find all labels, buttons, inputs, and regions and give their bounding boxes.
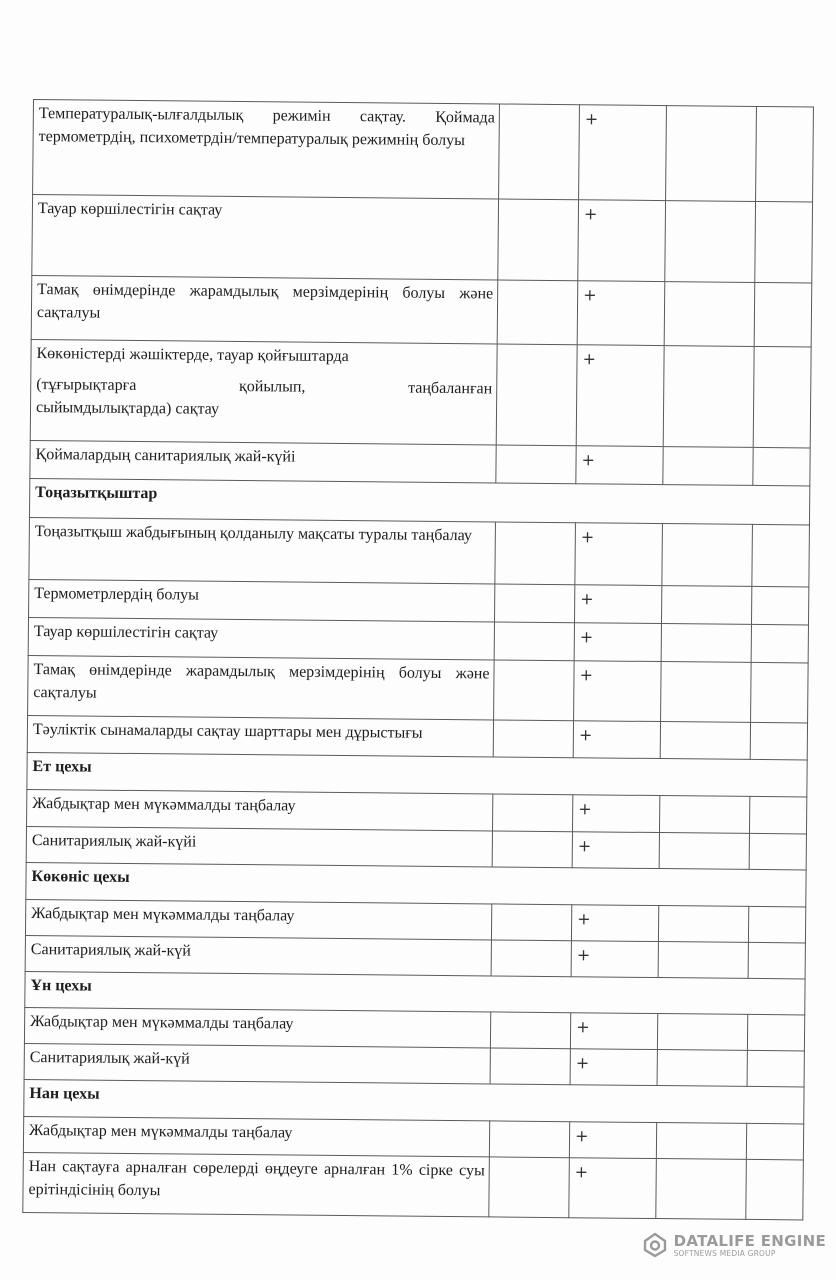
mark-cell bbox=[495, 584, 575, 623]
criterion-cell: Тауар көршілестігін сақтау bbox=[28, 617, 494, 659]
criterion-cell: Жабдықтар мен мүкәммалды таңбалау bbox=[23, 1116, 489, 1156]
watermark-subtitle: SOFTNEWS MEDIA GROUP bbox=[673, 1248, 776, 1258]
mark-cell bbox=[658, 906, 748, 943]
section-heading: Көкөніс цехы bbox=[26, 862, 806, 906]
mark-cell bbox=[754, 282, 812, 347]
mark-cell: + bbox=[569, 1122, 656, 1159]
watermark-title: DATALIFE ENGINE bbox=[673, 1231, 826, 1250]
mark-cell bbox=[750, 722, 807, 760]
table-row bbox=[30, 339, 811, 447]
mark-cell: + bbox=[570, 1049, 657, 1086]
mark-cell bbox=[495, 522, 576, 585]
table-row bbox=[32, 195, 813, 283]
mark-cell bbox=[659, 833, 749, 870]
mark-cell: + bbox=[574, 585, 661, 624]
mark-cell bbox=[666, 106, 757, 202]
mark-cell: + bbox=[573, 721, 660, 759]
mark-cell bbox=[756, 106, 814, 202]
mark-cell: + bbox=[569, 1158, 657, 1219]
mark-cell bbox=[662, 524, 753, 587]
table-row bbox=[23, 1152, 804, 1219]
mark-cell bbox=[494, 622, 574, 661]
criterion-cell: Жабдықтар мен мүкәммалды таңбалау bbox=[25, 899, 491, 939]
mark-cell bbox=[751, 586, 808, 625]
mark-cell: + bbox=[575, 523, 663, 586]
table-row bbox=[33, 100, 814, 202]
mark-cell: + bbox=[574, 623, 661, 662]
mark-cell bbox=[492, 794, 572, 832]
criterion-cell: Жабдықтар мен мүкәммалды таңбалау bbox=[24, 1007, 490, 1047]
mark-cell bbox=[753, 447, 810, 486]
criterion-cell: Тамақ өнімдерінде жарамдылық мерзімдерінің болуы және сақталуы bbox=[31, 275, 498, 343]
mark-cell bbox=[751, 624, 808, 663]
criterion-word: (тұғырықтарға bbox=[36, 376, 137, 395]
mark-cell: + bbox=[570, 1013, 657, 1050]
mark-cell bbox=[661, 662, 752, 723]
criterion-cell: Санитариялық жай-күйі bbox=[26, 826, 492, 866]
mark-cell bbox=[752, 524, 810, 587]
watermark-text bbox=[674, 1233, 826, 1258]
mark-cell bbox=[747, 1050, 804, 1087]
criterion-cell: Тәуліктік сынамаларды сақтау шарттары мен дұрыстығы bbox=[27, 715, 493, 756]
mark-cell bbox=[656, 1159, 747, 1220]
mark-cell bbox=[496, 445, 576, 484]
table-row bbox=[29, 517, 810, 586]
criterion-line-3: сыйымдылықтарда) сақтау bbox=[35, 399, 220, 418]
mark-cell: + bbox=[571, 941, 658, 978]
mark-cell: + bbox=[576, 446, 663, 485]
criterion-cell bbox=[30, 339, 497, 444]
criterion-cell: Санитариялық жай-күй bbox=[24, 1043, 490, 1083]
mark-cell bbox=[490, 1012, 570, 1049]
mark-cell bbox=[498, 199, 579, 281]
mark-cell bbox=[496, 344, 577, 446]
criterion-line-1: Көкөністерді жәшіктерде, тауар қойғыштарда bbox=[36, 345, 349, 366]
mark-cell: + bbox=[574, 661, 662, 722]
mark-cell bbox=[661, 624, 751, 663]
mark-cell: + bbox=[576, 345, 664, 447]
criterion-cell: Температуралық-ылғалдылық режимін сақтау. Қоймада термометрдің, психометрдін/температуралық режимнің болуы bbox=[33, 100, 500, 199]
criterion-cell: Тамақ өнімдерінде жарамдылық мерзімдерінің болуы және сақталуы bbox=[28, 655, 495, 719]
datalife-engine-watermark bbox=[642, 1232, 826, 1258]
section-heading: Нан цехы bbox=[24, 1079, 804, 1123]
mark-cell bbox=[492, 831, 572, 868]
mark-cell bbox=[663, 447, 753, 486]
inspection-checklist-table bbox=[22, 99, 814, 1220]
table-row bbox=[31, 275, 812, 346]
table-row bbox=[28, 655, 809, 722]
criterion-cell: Тауар көршілестігін сақтау bbox=[32, 195, 499, 280]
criterion-cell: Нан сақтауға арналған сөрелерді өңдеуге арналған 1% сірке суы ерітіндісінің болуы bbox=[23, 1152, 490, 1216]
section-heading: Тоңазытқыштар bbox=[29, 478, 809, 524]
criterion-cell: Жабдықтар мен мүкәммалды таңбалау bbox=[27, 789, 493, 830]
mark-cell bbox=[489, 1157, 570, 1218]
mark-cell bbox=[746, 1159, 804, 1220]
mark-cell bbox=[749, 796, 806, 834]
mark-cell bbox=[746, 1123, 803, 1160]
mark-cell bbox=[493, 720, 573, 758]
mark-cell bbox=[753, 346, 811, 448]
mark-cell: + bbox=[578, 200, 666, 282]
criterion-word: қойылып, bbox=[238, 377, 306, 396]
mark-cell bbox=[749, 833, 806, 870]
mark-cell bbox=[660, 722, 750, 760]
criterion-cell: Қоймалардың санитариялық жай-күйі bbox=[30, 440, 496, 482]
mark-cell bbox=[664, 282, 755, 347]
mark-cell bbox=[747, 1014, 804, 1051]
mark-cell bbox=[661, 586, 751, 625]
mark-cell bbox=[755, 201, 813, 283]
mark-cell bbox=[657, 1050, 747, 1087]
criterion-word: таңбаланған bbox=[408, 379, 493, 398]
mark-cell bbox=[659, 796, 749, 834]
mark-cell bbox=[658, 942, 748, 979]
mark-cell bbox=[499, 104, 580, 200]
criterion-cell: Тоңазытқыш жабдығының қолданылу мақсаты туралы таңбалау bbox=[29, 517, 496, 583]
mark-cell: + bbox=[572, 832, 659, 869]
mark-cell bbox=[497, 280, 578, 345]
criterion-cell: Термометрлердің болуы bbox=[29, 579, 495, 621]
mark-cell: + bbox=[571, 905, 658, 942]
mark-cell bbox=[748, 942, 805, 979]
section-heading: Ет цехы bbox=[27, 752, 807, 796]
mark-cell bbox=[490, 1048, 570, 1085]
mark-cell bbox=[751, 662, 809, 723]
mark-cell: + bbox=[577, 281, 665, 346]
mark-cell bbox=[665, 201, 756, 283]
mark-cell bbox=[491, 904, 571, 941]
mark-cell: + bbox=[572, 795, 659, 833]
mark-cell bbox=[489, 1121, 569, 1158]
mark-cell bbox=[656, 1123, 746, 1160]
section-heading: Ұн цехы bbox=[25, 971, 805, 1014]
mark-cell bbox=[748, 906, 805, 943]
mark-cell bbox=[663, 346, 754, 448]
mark-cell bbox=[494, 660, 575, 721]
mark-cell: + bbox=[579, 105, 667, 201]
mark-cell bbox=[657, 1014, 747, 1051]
mark-cell bbox=[491, 940, 571, 977]
scanned-page bbox=[22, 99, 813, 1220]
criterion-cell: Санитариялық жай-күй bbox=[25, 935, 491, 975]
datalife-logo-icon bbox=[642, 1232, 668, 1258]
